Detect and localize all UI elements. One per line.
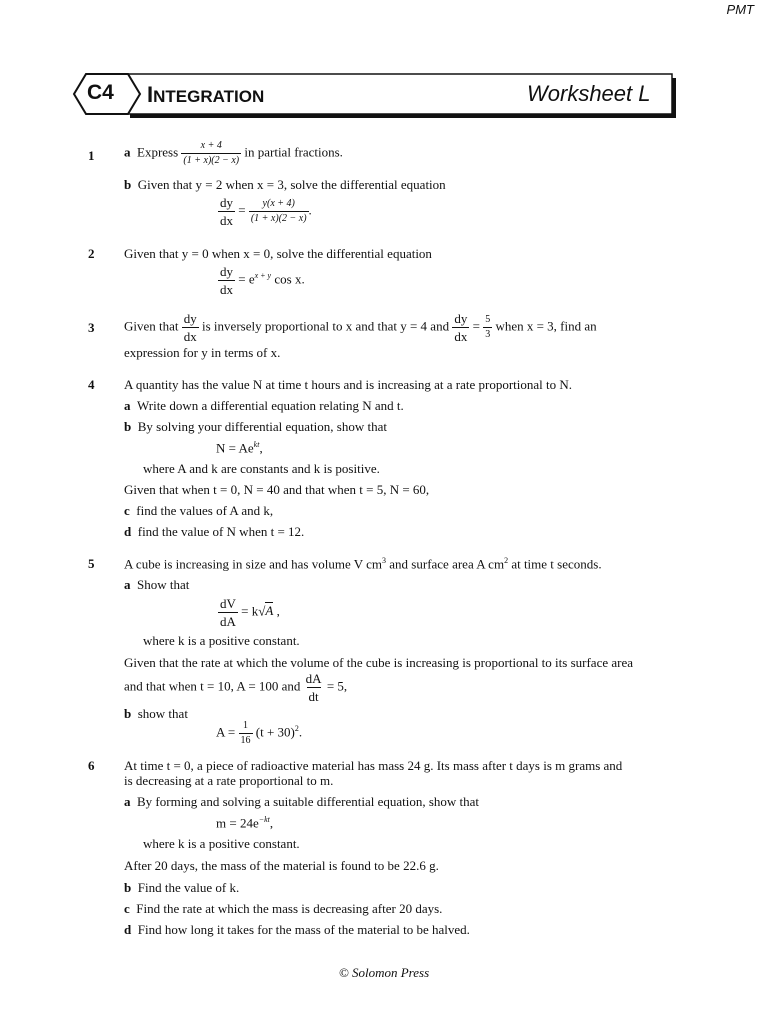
q5-equation: $\frac{dV}{dA}$ = k√A , xyxy=(220,596,280,629)
q4-intro: A quantity has the value N at time t hours and is increasing at a rate proportional to N. xyxy=(124,377,573,392)
q5-part-a: a Show that xyxy=(124,577,190,592)
q6-part-c: c Find the rate at which the mass is decreasing after 20 days. xyxy=(124,901,443,916)
q5-part-b: b show that xyxy=(124,706,188,721)
q5-equation-b: A = $\frac{1}{16}$ $(t + 30)^2$. xyxy=(216,720,303,746)
q1-part-a: a Express $\frac{x + 4}{(1 + x)(2 - x)}$ in partial fractions. xyxy=(124,140,343,166)
page-title: INTEGRATION xyxy=(147,82,265,107)
q1-equation: $\frac{dy}{dx}$ = $\frac{y(x + 4)}{(1 + x)(2 - x)}$ . xyxy=(220,195,312,228)
corner-mark: PMT xyxy=(726,2,754,17)
question-number: 1 xyxy=(88,148,95,163)
q5-intro: A cube is increasing in size and has volume V $cm^3$ and surface area A $cm^2$ at time t seconds. xyxy=(124,556,602,572)
q5-given2: and that when t = 10, A = 100 and $\frac{dA}{dt}$ = 5, xyxy=(124,671,348,704)
q4-part-a: a Write down a differential equation relating N and t. xyxy=(124,398,404,413)
q6-part-b: b Find the value of k. xyxy=(124,880,240,895)
q4-where: where A and k are constants and k is positive. xyxy=(143,461,380,476)
q6-intro2: is decreasing at a rate proportional to m. xyxy=(124,773,334,788)
q6-equation: $m = 24e^{-kt}$, xyxy=(216,815,274,831)
q6-where: where k is a positive constant. xyxy=(143,836,300,851)
question-number: 5 xyxy=(88,556,95,571)
q4-part-b: b By solving your differential equation, show that xyxy=(124,419,387,434)
question-number: 4 xyxy=(88,377,95,392)
question-number: 6 xyxy=(88,758,95,773)
q5-where: where k is a positive constant. xyxy=(143,633,300,648)
unit-code: C4 xyxy=(87,81,114,104)
question-number: 2 xyxy=(88,246,95,261)
q6-intro1: At time t = 0, a piece of radioactive material has mass 24 g. Its mass after t days is m grams and xyxy=(124,758,623,773)
q4-equation: $N = Ae^{kt}$, xyxy=(216,440,263,456)
q1-part-b: b Given that y = 2 when x = 3, solve the differential equation xyxy=(124,177,446,192)
q4-part-c: c find the values of A and k, xyxy=(124,503,274,518)
q6-part-d: d Find how long it takes for the mass of the material to be halved. xyxy=(124,922,470,937)
q3-line2: expression for y in terms of x. xyxy=(124,345,281,360)
q4-part-d: d find the value of N when t = 12. xyxy=(124,524,305,539)
footer-copyright: © Solomon Press xyxy=(338,965,430,980)
question-number: 3 xyxy=(88,320,95,335)
sqrt-sign: √ xyxy=(258,603,266,619)
q5-given1: Given that the rate at which the volume of the cube is increasing is proportional to its surface area xyxy=(124,655,633,670)
q3-text: Given that $\frac{dy}{dx}$ is inversely proportional to x and that y = 4 and $\frac{dy}{dx}$ = $\frac{5}{3}$ when x = 3, find an xyxy=(124,311,597,344)
worksheet-label: Worksheet L xyxy=(527,81,651,106)
q6-part-a: a By forming and solving a suitable differential equation, show that xyxy=(124,794,480,809)
q2-text: Given that y = 0 when x = 0, solve the differential equation xyxy=(124,246,432,261)
q2-equation: $\frac{dy}{dx}$ = $e^{x + y}$ cos x. xyxy=(220,264,305,297)
q6-after: After 20 days, the mass of the material is found to be 22.6 g. xyxy=(124,858,439,873)
q4-given: Given that when t = 0, N = 40 and that when t = 5, N = 60, xyxy=(124,482,430,497)
